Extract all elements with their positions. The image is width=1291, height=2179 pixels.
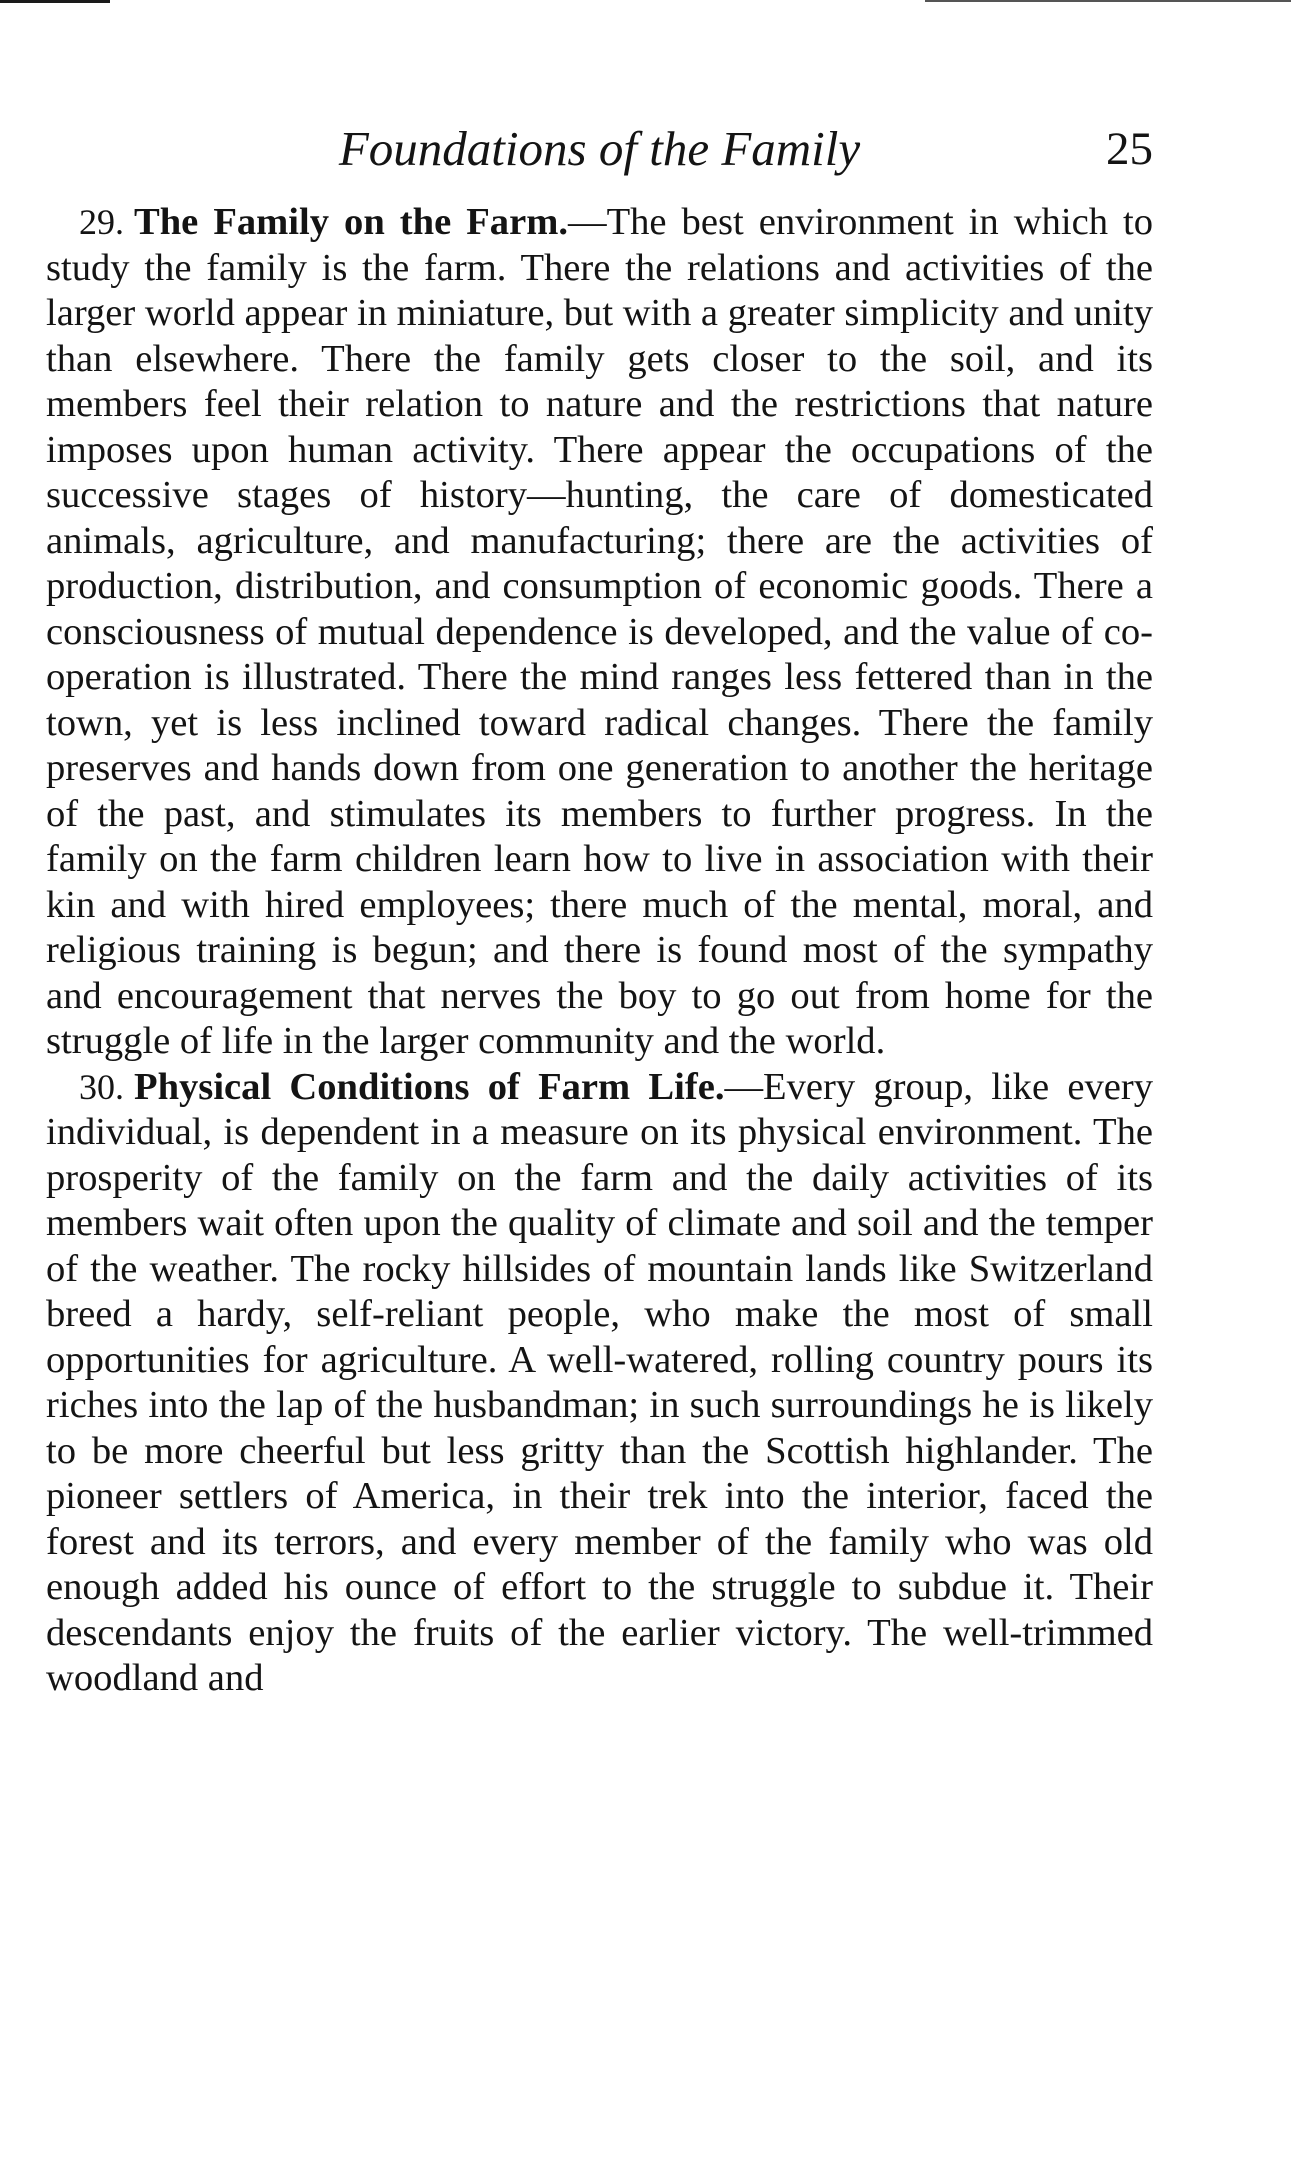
section-number: 29. <box>79 202 124 242</box>
section-title: Physical Conditions of Farm Life. <box>134 1065 725 1108</box>
section-title: The Family on the Farm. <box>134 201 568 243</box>
section-30-paragraph <box>46 1065 1153 1702</box>
section-number: 30. <box>79 1066 124 1107</box>
body-text <box>46 200 1153 1702</box>
section-text: —The best environment in which to study the family is the farm. There the relations and activities of the larger world appear in miniature, but with a greater simplicity and unity than elsewhere. There the family gets closer to the soil, and its members feel their relation to nature and the restrictions that nature imposes upon human activity. There appear the occupations of the successive stages of history—hunting, the care of domesticated animals, agriculture, and manufacturing; there are the activities of production, distribution, and consumption of economic goods. There a consciousness of mutual dependence is developed, and the value of co-operation is illustrated. There the mind ranges less fettered than in the town, yet is less inclined toward radical changes. There the family preserves and hands down from one generation to another the heritage of the past, and stimulates its members to further progress. In the family on the farm children learn how to live in association with their kin and with hired employees; there much of the mental, moral, and religious training is begun; and there is found most of the sympathy and encouragement that nerves the boy to go out from home for the struggle of life in the larger community and the world. <box>46 201 1154 1062</box>
top-edge-rule-right <box>925 0 1291 2</box>
running-head <box>46 114 1153 184</box>
page-number: 25 <box>1106 123 1153 175</box>
section-text: —Every group, like every individual, is dependent in a measure on its physical environment. The prosperity of the family on the farm and the daily activities of its members wait often upon the quality of climate and soil and the temper of the weather. The rocky hillsides of mountain lands like Switzerland breed a hardy, self-reliant people, who make the most of small opportunities for agriculture. A well-watered, rolling country pours its riches into the lap of the husbandman; in such surroundings he is likely to be more cheerful but less gritty than the Scottish highlander. The pioneer settlers of America, in their trek into the interior, faced the forest and its terrors, and every member of the family who was old enough added his ounce of effort to the struggle to subdue it. Their descendants enjoy the fruits of the earlier victory. The well-trimmed woodland and <box>46 1065 1153 1699</box>
running-title: Foundations of the Family <box>338 121 861 176</box>
top-edge-rule-left <box>0 0 110 3</box>
section-29-paragraph <box>46 200 1153 1065</box>
